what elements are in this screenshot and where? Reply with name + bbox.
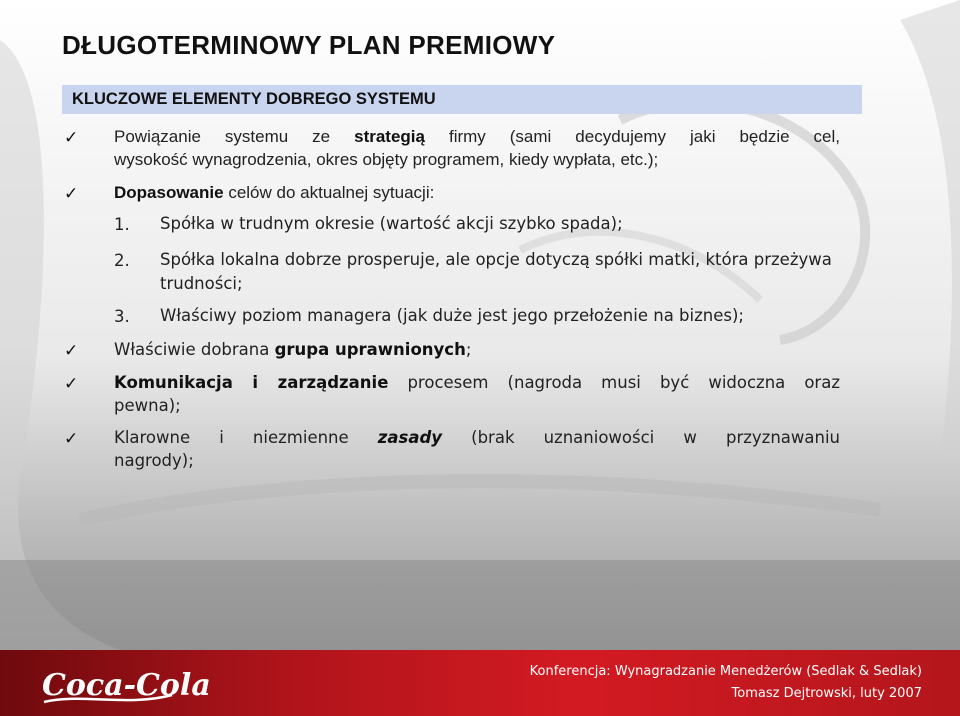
check-icon: ✓ <box>64 429 79 449</box>
bullet-strategy-line1 <box>114 125 840 149</box>
slide-title: DŁUGOTERMINOWY PLAN PREMIOWY <box>62 30 556 60</box>
list-item-1: Spółka w trudnym okresie (wartość akcji szybko spada); <box>160 214 623 233</box>
bullet-communication-bold: Komunikacja i zarządzanie <box>114 373 389 392</box>
bullet-rules-line2: nagrody); <box>114 451 194 470</box>
bullet-group <box>114 338 840 362</box>
bullet-rules-line1 <box>114 426 840 450</box>
bullet-group-text-a: Właściwie dobrana <box>114 340 275 359</box>
list-item-2: Spółka lokalna dobrze prosperuje, ale opcje dotyczą spółki matki, która przeżywa trudności; <box>160 250 832 293</box>
check-icon: ✓ <box>64 374 79 394</box>
list-number-2: 2. <box>114 251 130 270</box>
bullet-rules-bold: zasady <box>377 428 443 447</box>
bullet-strategy-text-c: firmy (sami decydujemy jaki będzie cel, <box>425 127 840 146</box>
logo-wordmark: Coca-Cola <box>42 668 211 703</box>
bullet-group-bold: grupa uprawnionych <box>274 340 466 359</box>
bullet-fit <box>114 181 840 205</box>
bullet-rules-text-c: (brak uznaniowości w przyznawaniu <box>442 428 840 447</box>
footer-author: Tomasz Dejtrowski, luty 2007 <box>731 686 922 701</box>
bullet-strategy-line2: wysokość wynagrodzenia, okres objęty programem, kiedy wypłata, etc.); <box>114 150 659 169</box>
bullet-communication-line2: pewna); <box>114 396 181 415</box>
check-icon: ✓ <box>64 341 79 361</box>
bullet-strategy-bold: strategią <box>354 127 425 146</box>
check-icon: ✓ <box>64 128 79 148</box>
subtitle-bar <box>62 85 862 114</box>
bullet-fit-text: celów do aktualnej sytuacji: <box>223 183 435 202</box>
list-number-3: 3. <box>114 307 130 326</box>
bullet-rules-text-a: Klarowne i niezmienne <box>114 428 378 447</box>
bullet-strategy-text-a: Powiązanie systemu ze <box>114 127 355 146</box>
bullet-communication-text: procesem (nagroda musi być widoczna oraz <box>388 373 840 392</box>
list-number-1: 1. <box>114 215 130 234</box>
bullet-communication-line1 <box>114 371 840 395</box>
subtitle-text: KLUCZOWE ELEMENTY DOBREGO SYSTEMU <box>72 90 436 108</box>
bullet-fit-bold: Dopasowanie <box>114 183 224 202</box>
bullet-group-text-c: ; <box>465 340 472 359</box>
check-icon: ✓ <box>64 184 79 204</box>
list-item-3: Właściwy poziom managera (jak duże jest jego przełożenie na biznes); <box>160 306 744 325</box>
coca-cola-logo <box>38 655 211 710</box>
footer-conference: Konferencja: Wynagradzanie Menedżerów (Sedlak & Sedlak) <box>529 664 922 679</box>
